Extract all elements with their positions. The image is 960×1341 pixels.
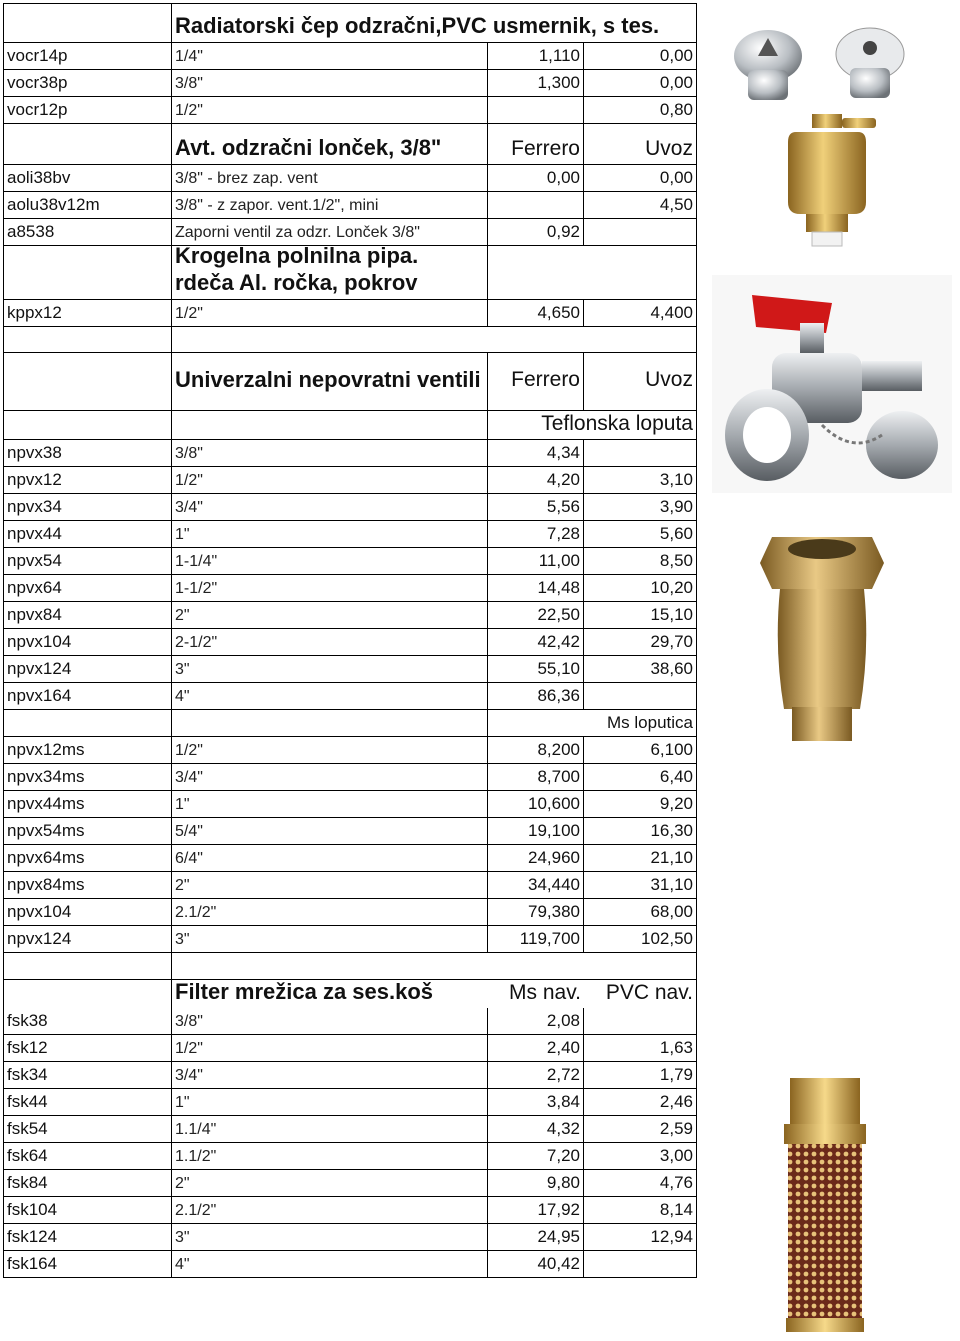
item-description: [172, 219, 488, 245]
table-row: [3, 872, 697, 899]
item-description: [172, 1197, 488, 1223]
item-code: fsk84: [3, 1170, 172, 1196]
item-description-text: 1.1/2": [175, 1148, 217, 1165]
item-description-text: 3/4": [175, 769, 203, 786]
item-description-text: Zaporni ventil za odzr. Lonček 3/8": [175, 224, 420, 241]
item-description: [172, 602, 488, 628]
item-code: a8538: [3, 219, 172, 245]
section-krogelna-rows: [3, 300, 697, 327]
table-row: [3, 764, 697, 791]
section-loncek-rows: [3, 165, 697, 246]
price-uvoz: 0,80: [584, 97, 697, 123]
price-ferrero: 4,32: [488, 1116, 584, 1142]
price-ferrero: 119,700: [488, 926, 584, 952]
price-uvoz: 3,10: [584, 467, 697, 493]
price-uvoz: [584, 1251, 697, 1277]
item-code: npvx12: [3, 467, 172, 493]
item-description: [172, 43, 488, 69]
item-code: npvx84: [3, 602, 172, 628]
item-description: [172, 629, 488, 655]
item-description: [172, 683, 488, 709]
note-ms: Ms loputica: [488, 710, 697, 736]
price-ferrero: 3,84: [488, 1089, 584, 1115]
table-row: [3, 1197, 697, 1224]
price-uvoz: 16,30: [584, 818, 697, 844]
price-ferrero: [488, 97, 584, 123]
section-radiator-header: [3, 3, 697, 43]
item-description-text: 4": [175, 688, 190, 705]
vent-plug-icon-1: [734, 30, 802, 100]
price-uvoz: 10,20: [584, 575, 697, 601]
item-description-text: 1/4": [175, 48, 203, 65]
table-row: [3, 1116, 697, 1143]
item-description-text: 1/2": [175, 742, 203, 759]
item-description-text: 1/2": [175, 472, 203, 489]
table-row: [3, 575, 697, 602]
item-code: aolu38v12m: [3, 192, 172, 218]
item-description-text: 1/2": [175, 305, 203, 322]
table-row: [3, 43, 697, 70]
column-header: Uvoz: [584, 124, 697, 164]
item-description: [172, 467, 488, 493]
column-header: Uvoz: [584, 353, 697, 410]
section-filter-rows: [3, 1008, 697, 1278]
table-row: [3, 899, 697, 926]
item-description-text: 3/4": [175, 499, 203, 516]
item-description: [172, 1089, 488, 1115]
item-description-text: 1-1/2": [175, 580, 218, 597]
price-uvoz: 8,14: [584, 1197, 697, 1223]
section-title: Filter mrežica za ses.koš: [175, 980, 434, 1004]
item-description-text: 4": [175, 1256, 190, 1273]
price-ferrero: 24,95: [488, 1224, 584, 1250]
item-code: npvx54ms: [3, 818, 172, 844]
item-code: npvx104: [3, 629, 172, 655]
table-row: [3, 494, 697, 521]
table-row: [3, 165, 697, 192]
item-description: [172, 737, 488, 763]
item-code: npvx164: [3, 683, 172, 709]
price-uvoz: 2,46: [584, 1089, 697, 1115]
price-uvoz: 1,79: [584, 1062, 697, 1088]
price-uvoz: 5,60: [584, 521, 697, 547]
table-row: [3, 926, 697, 953]
price-uvoz: 0,00: [584, 165, 697, 191]
section-nepovratni-teflon-rows: [3, 440, 697, 710]
section-title: Radiatorski čep odzračni,PVC usmernik, s tes.: [172, 4, 697, 42]
price-uvoz: 4,76: [584, 1170, 697, 1196]
item-code: npvx54: [3, 548, 172, 574]
item-description-text: 3": [175, 1229, 190, 1246]
table-row: [3, 1062, 697, 1089]
price-uvoz: 68,00: [584, 899, 697, 925]
strainer-filter-image: [770, 1070, 880, 1340]
note-row: [3, 710, 697, 737]
item-description-text: 2-1/2": [175, 634, 218, 651]
item-code: vocr12p: [3, 97, 172, 123]
price-uvoz: 31,10: [584, 872, 697, 898]
item-code: fsk38: [3, 1008, 172, 1034]
price-uvoz: 0,00: [584, 70, 697, 96]
column-header: Ferrero: [488, 353, 584, 410]
price-ferrero: 11,00: [488, 548, 584, 574]
item-code: npvx124: [3, 926, 172, 952]
price-ferrero: 4,650: [488, 300, 584, 326]
item-description: [172, 764, 488, 790]
item-code: npvx34ms: [3, 764, 172, 790]
item-description: [172, 845, 488, 871]
price-ferrero: 22,50: [488, 602, 584, 628]
table-row: [3, 602, 697, 629]
item-description-text: 1.1/4": [175, 1121, 217, 1138]
item-description: [172, 1251, 488, 1277]
table-row: [3, 1008, 697, 1035]
section-krogelna-header: [3, 246, 697, 300]
price-uvoz: 9,20: [584, 791, 697, 817]
item-description-text: 2.1/2": [175, 1202, 217, 1219]
column-header: PVC nav.: [584, 980, 697, 1008]
section-radiator-rows: [3, 43, 697, 124]
table-row: [3, 300, 697, 327]
section-title-line2: rdeča Al. ročka, pokrov: [175, 270, 418, 295]
price-ferrero: 10,600: [488, 791, 584, 817]
table-row: [3, 440, 697, 467]
table-row: [3, 845, 697, 872]
price-ferrero: 34,440: [488, 872, 584, 898]
price-ferrero: 1,110: [488, 43, 584, 69]
price-uvoz: [584, 440, 697, 466]
price-uvoz: 4,50: [584, 192, 697, 218]
item-description-text: 3": [175, 661, 190, 678]
item-code: fsk12: [3, 1035, 172, 1061]
price-uvoz: 1,63: [584, 1035, 697, 1061]
item-code: npvx12ms: [3, 737, 172, 763]
price-ferrero: 9,80: [488, 1170, 584, 1196]
column-header: Ms nav.: [509, 981, 581, 1004]
table-row: [3, 467, 697, 494]
price-ferrero: 7,28: [488, 521, 584, 547]
price-ferrero: 2,08: [488, 1008, 584, 1034]
item-description-text: 3/8": [175, 1013, 203, 1030]
item-description-text: 2": [175, 607, 190, 624]
blank-row: [3, 327, 697, 353]
item-code: fsk124: [3, 1224, 172, 1250]
item-description: [172, 548, 488, 574]
item-description: [172, 494, 488, 520]
table-row: [3, 818, 697, 845]
section-nepovratni-ms-rows: [3, 737, 697, 953]
price-ferrero: 4,20: [488, 467, 584, 493]
price-uvoz: 3,90: [584, 494, 697, 520]
item-code: fsk54: [3, 1116, 172, 1142]
price-uvoz: 21,10: [584, 845, 697, 871]
table-row: [3, 1170, 697, 1197]
table-row: [3, 1143, 697, 1170]
table-row: [3, 219, 697, 246]
price-table: [3, 3, 697, 1278]
table-row: [3, 548, 697, 575]
price-uvoz: 38,60: [584, 656, 697, 682]
price-uvoz: 4,400: [584, 300, 697, 326]
item-description-text: 1-1/4": [175, 553, 218, 570]
section-title-line1: Krogelna polnilna pipa.: [175, 246, 419, 268]
blank-row: [3, 953, 697, 980]
table-row: [3, 192, 697, 219]
vent-plug-icon-2: [836, 28, 904, 98]
air-vent-icon: [788, 114, 876, 246]
price-uvoz: 15,10: [584, 602, 697, 628]
price-uvoz: [584, 219, 697, 245]
price-uvoz: [584, 1008, 697, 1034]
table-row: [3, 1251, 697, 1278]
price-uvoz: 12,94: [584, 1224, 697, 1250]
price-ferrero: [488, 192, 584, 218]
item-description-text: 1": [175, 796, 190, 813]
item-description: [172, 521, 488, 547]
item-description: [172, 1008, 488, 1034]
item-description-text: 3/8" - brez zap. vent: [175, 170, 318, 187]
item-description: [172, 818, 488, 844]
item-description-text: 2": [175, 877, 190, 894]
price-ferrero: 86,36: [488, 683, 584, 709]
item-description: [172, 70, 488, 96]
price-ferrero: 2,40: [488, 1035, 584, 1061]
item-description-text: 3/8": [175, 445, 203, 462]
price-uvoz: 0,00: [584, 43, 697, 69]
price-ferrero: 8,200: [488, 737, 584, 763]
price-ferrero: 79,380: [488, 899, 584, 925]
item-code: npvx84ms: [3, 872, 172, 898]
item-description: [172, 1224, 488, 1250]
item-description-text: 2": [175, 1175, 190, 1192]
price-ferrero: 5,56: [488, 494, 584, 520]
item-description-text: 1": [175, 1094, 190, 1111]
item-code: npvx104: [3, 899, 172, 925]
item-description-text: 1/2": [175, 102, 203, 119]
price-ferrero: 0,00: [488, 165, 584, 191]
item-description: [172, 165, 488, 191]
price-ferrero: 42,42: [488, 629, 584, 655]
item-description: [172, 1170, 488, 1196]
price-ferrero: 14,48: [488, 575, 584, 601]
item-description: [172, 1116, 488, 1142]
check-valve-image: [708, 527, 936, 751]
item-description-text: 3/8": [175, 75, 203, 92]
item-description: [172, 97, 488, 123]
price-uvoz: 29,70: [584, 629, 697, 655]
price-ferrero: 55,10: [488, 656, 584, 682]
table-row: [3, 1035, 697, 1062]
section-title: Univerzalni nepovratni ventili: [172, 353, 488, 410]
item-code: fsk104: [3, 1197, 172, 1223]
item-code: npvx124: [3, 656, 172, 682]
item-description-text: 2.1/2": [175, 904, 217, 921]
price-uvoz: 6,100: [584, 737, 697, 763]
item-description: [172, 192, 488, 218]
price-ferrero: 4,34: [488, 440, 584, 466]
item-description: [172, 656, 488, 682]
item-description: [172, 926, 488, 952]
item-description: [172, 1143, 488, 1169]
price-uvoz: 102,50: [584, 926, 697, 952]
price-ferrero: 8,700: [488, 764, 584, 790]
item-code: kppx12: [3, 300, 172, 326]
item-description-text: 3/4": [175, 1067, 203, 1084]
price-uvoz: [584, 683, 697, 709]
section-loncek-header: [3, 124, 697, 165]
table-row: [3, 1089, 697, 1116]
item-code: vocr14p: [3, 43, 172, 69]
table-row: [3, 683, 697, 710]
price-ferrero: 1,300: [488, 70, 584, 96]
item-code: aoli38bv: [3, 165, 172, 191]
item-code: npvx44: [3, 521, 172, 547]
price-ferrero: 19,100: [488, 818, 584, 844]
note-teflon: Teflonska loputa: [488, 411, 697, 439]
table-row: [3, 629, 697, 656]
note-row: [3, 411, 697, 440]
item-code: npvx64ms: [3, 845, 172, 871]
item-code: fsk34: [3, 1062, 172, 1088]
item-description-text: 3/8" - z zapor. vent.1/2", mini: [175, 197, 379, 214]
column-header: Ferrero: [488, 124, 584, 164]
section-nepovratni-header: [3, 353, 697, 411]
price-ferrero: 40,42: [488, 1251, 584, 1277]
price-ferrero: 24,960: [488, 845, 584, 871]
item-description: [172, 899, 488, 925]
item-description-text: 1/2": [175, 1040, 203, 1057]
price-ferrero: 2,72: [488, 1062, 584, 1088]
price-uvoz: 8,50: [584, 548, 697, 574]
table-row: [3, 1224, 697, 1251]
item-description: [172, 575, 488, 601]
table-row: [3, 97, 697, 124]
item-description: [172, 300, 488, 326]
item-code: vocr38p: [3, 70, 172, 96]
item-description-text: 1": [175, 526, 190, 543]
item-description: [172, 1035, 488, 1061]
section-filter-header: [3, 980, 697, 1008]
item-description: [172, 872, 488, 898]
price-uvoz: 2,59: [584, 1116, 697, 1142]
table-row: [3, 521, 697, 548]
item-code: npvx38: [3, 440, 172, 466]
table-row: [3, 70, 697, 97]
item-description-text: 3": [175, 931, 190, 948]
item-description: [172, 1062, 488, 1088]
item-code: fsk164: [3, 1251, 172, 1277]
price-ferrero: 17,92: [488, 1197, 584, 1223]
item-code: npvx64: [3, 575, 172, 601]
price-ferrero: 7,20: [488, 1143, 584, 1169]
strainer-icon: [784, 1078, 866, 1332]
item-code: fsk64: [3, 1143, 172, 1169]
item-description: [172, 440, 488, 466]
item-description-text: 5/4": [175, 823, 203, 840]
table-row: [3, 656, 697, 683]
item-code: fsk44: [3, 1089, 172, 1115]
price-uvoz: 3,00: [584, 1143, 697, 1169]
ball-valve-image: [712, 275, 952, 493]
table-row: [3, 737, 697, 764]
item-description: [172, 791, 488, 817]
price-ferrero: 0,92: [488, 219, 584, 245]
air-vent-pot-image: [772, 110, 892, 255]
section-title: Avt. odzračni lonček, 3/8": [172, 124, 488, 164]
table-row: [3, 791, 697, 818]
price-uvoz: 6,40: [584, 764, 697, 790]
item-code: npvx44ms: [3, 791, 172, 817]
item-description-text: 6/4": [175, 850, 203, 867]
item-code: npvx34: [3, 494, 172, 520]
